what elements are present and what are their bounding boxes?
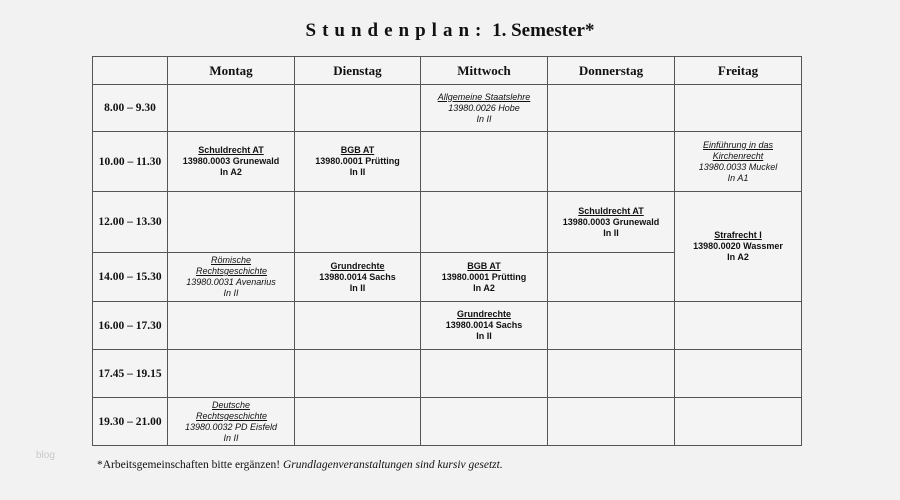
course-room: In A2: [727, 252, 749, 262]
course-cell: [675, 132, 802, 192]
empty-cell: [295, 398, 421, 446]
time-slot: 14.00 – 15.30: [93, 253, 168, 302]
empty-cell: [168, 85, 295, 132]
day-header-dienstag: Dienstag: [295, 57, 421, 85]
course-room: In II: [349, 282, 366, 293]
course-cell: [675, 192, 802, 302]
course-cell: [548, 192, 675, 253]
course-room: In A2: [473, 282, 495, 293]
footnote: [97, 459, 503, 471]
table-row: [93, 302, 802, 350]
empty-cell: [548, 253, 675, 302]
empty-cell: [548, 398, 675, 446]
course-title: Allgemeine Staatslehre: [437, 91, 531, 102]
empty-cell: [295, 192, 421, 253]
course-room: In II: [476, 331, 492, 341]
empty-cell: [548, 350, 675, 398]
time-slot: 8.00 – 9.30: [93, 85, 168, 132]
course-number: 13980.0001 Prütting: [441, 271, 527, 282]
course-cell: [295, 253, 421, 302]
course-room: In II: [603, 227, 619, 238]
course-room: In A2: [220, 167, 242, 177]
empty-cell: [548, 85, 675, 132]
time-slot: 16.00 – 17.30: [93, 302, 168, 350]
course-number: 13980.0032 PD Eisfeld: [184, 421, 278, 432]
time-slot: 17.45 – 19.15: [93, 350, 168, 398]
timetable: [92, 56, 802, 446]
course-cell: [421, 85, 548, 132]
page-title: [0, 20, 900, 42]
footnote-normal: *Arbeitsgemeinschaften bitte ergänzen!: [97, 459, 283, 471]
empty-cell: [421, 350, 548, 398]
empty-cell: [168, 192, 295, 253]
empty-cell: [675, 398, 802, 446]
course-title: Einführung in das Kirchenrecht: [702, 139, 774, 161]
empty-cell: [421, 132, 548, 192]
course-cell: [168, 253, 295, 302]
course-number: 13980.0033 Muckel: [698, 161, 778, 172]
empty-cell: [168, 350, 295, 398]
course-number: 13980.0003 Grunewald: [182, 156, 280, 166]
empty-cell: [295, 85, 421, 132]
course-number: 13980.0014 Sachs: [445, 320, 523, 330]
course-room: In A1: [727, 172, 749, 183]
course-title: Strafrecht I: [714, 230, 762, 240]
course-room: In II: [349, 167, 366, 177]
course-cell: [168, 132, 295, 192]
empty-cell: [675, 350, 802, 398]
day-header-mittwoch: Mittwoch: [421, 57, 548, 85]
course-number: 13980.0020 Wassmer: [693, 241, 783, 251]
empty-cell: [675, 85, 802, 132]
course-number: 13980.0026 Hobe: [448, 102, 520, 113]
course-cell: [421, 253, 548, 302]
empty-cell: [421, 398, 548, 446]
title-spaced: Stundenplan:: [305, 20, 488, 41]
course-cell: [168, 398, 295, 446]
course-room: In II: [223, 288, 239, 298]
course-title: Grundrechte: [456, 309, 511, 319]
course-title: Schuldrecht AT: [578, 205, 644, 216]
table-row: [93, 132, 802, 192]
empty-cell: [675, 302, 802, 350]
course-title: Deutsche Rechtsgeschichte: [196, 399, 268, 421]
course-room: In II: [476, 113, 492, 124]
course-cell: [421, 302, 548, 350]
table-row: [93, 85, 802, 132]
day-header-freitag: Freitag: [675, 57, 802, 85]
course-title: Grundrechte: [330, 260, 385, 271]
title-semester: 1. Semester*: [487, 20, 595, 41]
table-row: [93, 398, 802, 446]
day-header-montag: Montag: [168, 57, 295, 85]
course-title: BGB AT: [467, 260, 501, 271]
table-row: [93, 350, 802, 398]
empty-cell: [295, 350, 421, 398]
empty-cell: [168, 302, 295, 350]
course-title: Römische Rechtsgeschichte: [196, 255, 268, 276]
empty-cell: [548, 132, 675, 192]
time-slot: 10.00 – 11.30: [93, 132, 168, 192]
empty-cell: [421, 192, 548, 253]
course-title: BGB AT: [340, 145, 375, 155]
time-slot: 19.30 – 21.00: [93, 398, 168, 446]
course-room: In II: [223, 432, 239, 443]
header-row: [93, 57, 802, 85]
course-cell: [295, 132, 421, 192]
footnote-italic: Grundlagenveranstaltungen sind kursiv gesetzt.: [282, 459, 503, 471]
course-title: Schuldrecht AT: [198, 145, 264, 155]
empty-cell: [295, 302, 421, 350]
course-number: 13980.0003 Grunewald: [562, 216, 660, 227]
course-number: 13980.0031 Avenarius: [186, 277, 276, 287]
empty-cell: [548, 302, 675, 350]
course-number: 13980.0001 Prütting: [315, 156, 400, 166]
watermark: blog: [36, 450, 55, 461]
course-number: 13980.0014 Sachs: [319, 271, 396, 282]
time-slot: 12.00 – 13.30: [93, 192, 168, 253]
day-header-donnerstag: Donnerstag: [548, 57, 675, 85]
table-row: [93, 192, 802, 253]
corner-cell: [93, 57, 168, 85]
